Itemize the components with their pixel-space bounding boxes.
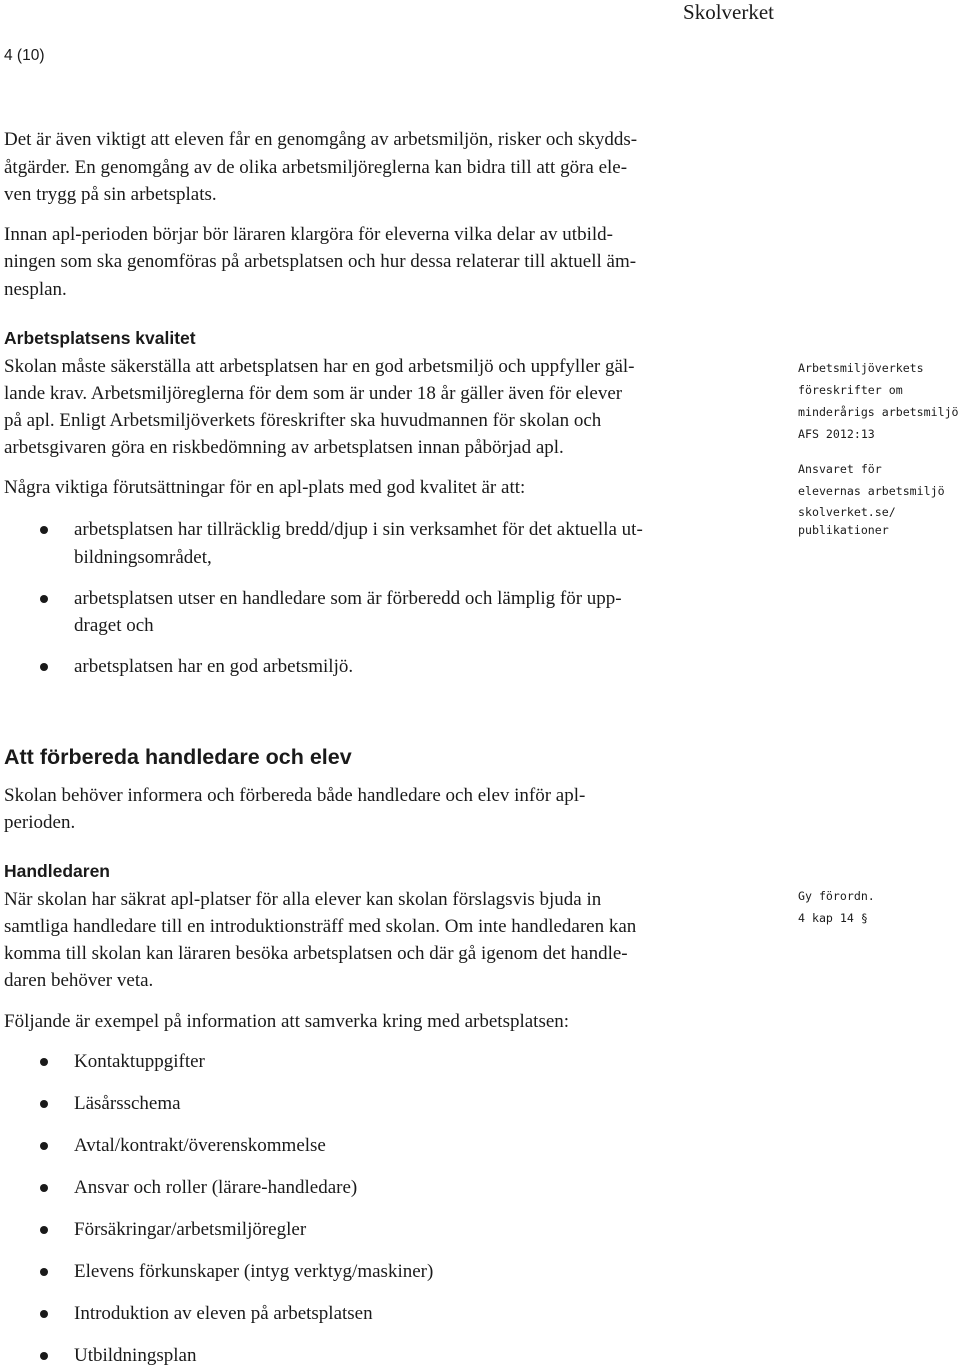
sidenote-line: Arbetsmiljöverkets <box>798 361 924 375</box>
body-text-line: åtgärder. En genomgång av de olika arbetsmiljöreglerna kan bidra till att göra ele- <box>4 157 628 178</box>
list-item: Läsårsschema <box>74 1093 181 1114</box>
body-text-line: Några viktiga förutsättningar för en apl-plats med god kvalitet är att: <box>4 477 526 498</box>
body-text-line: komma till skolan kan läraren besöka arbetsplatsen och där gå igenom det handle- <box>4 943 628 964</box>
bullet-icon <box>40 1058 48 1066</box>
page-number: 4 (10) <box>4 47 45 64</box>
body-text-line: lande krav. Arbetsmiljöreglerna för dem som är under 18 år gäller även för elever <box>4 383 623 404</box>
list-item: Avtal/kontrakt/överenskommelse <box>74 1135 326 1156</box>
body-text-line: Det är även viktigt att eleven får en genomgång av arbetsmiljön, risker och skydds- <box>4 129 638 150</box>
body-text-line: arbetsgivaren göra en riskbedömning av arbetsplatsen innan påbörjad apl. <box>4 437 564 458</box>
body-text-line: perioden. <box>4 812 76 833</box>
list-item: Kontaktuppgifter <box>74 1051 205 1072</box>
list-item: Introduktion av eleven på arbetsplatsen <box>74 1303 373 1324</box>
sidenote-line: AFS 2012:13 <box>798 427 875 441</box>
body-text-line: på apl. Enligt Arbetsmiljöverkets föreskrifter ska huvudmannen för skolan och <box>4 410 602 431</box>
section-heading-supervisor: Handledaren <box>4 861 110 881</box>
list-item: arbetsplatsen har tillräcklig bredd/djup i sin verksamhet för det aktuella ut- <box>74 519 643 540</box>
sidenote-line: Ansvaret för <box>798 462 882 476</box>
sidenote-link[interactable]: publikationer <box>798 523 889 537</box>
body-text-line: nesplan. <box>4 279 67 300</box>
list-item: arbetsplatsen utser en handledare som är förberedd och lämplig för upp- <box>74 588 622 609</box>
sidenote-link[interactable]: skolverket.se/ <box>798 505 896 519</box>
bullet-icon <box>40 1268 48 1276</box>
sidenote-line: minderårigs arbetsmiljö <box>798 405 959 419</box>
body-text-line: Innan apl-perioden börjar bör läraren klargöra för eleverna vilka delar av utbild- <box>4 224 613 245</box>
list-item: Försäkringar/arbetsmiljöregler <box>74 1219 307 1240</box>
body-text-line: ningen som ska genomföras på arbetsplatsen och hur dessa relaterar till aktuell äm- <box>4 251 637 272</box>
sidenote-line: 4 kap 14 § <box>798 911 868 925</box>
list-item-continuation: draget och <box>74 615 154 636</box>
body-text-line: Skolan måste säkerställa att arbetsplatsen har en god arbetsmiljö och uppfyller gäl- <box>4 356 635 377</box>
list-item-continuation: bildningsområdet, <box>74 547 212 568</box>
list-item: Elevens förkunskaper (intyg verktyg/maskiner) <box>74 1261 434 1282</box>
bullet-icon <box>40 1310 48 1318</box>
body-text-line: daren behöver veta. <box>4 970 154 991</box>
bullet-icon <box>40 1352 48 1360</box>
bullet-icon <box>40 1184 48 1192</box>
bullet-icon <box>40 1226 48 1234</box>
header-brand: Skolverket <box>683 0 774 24</box>
section-heading-quality: Arbetsplatsens kvalitet <box>4 328 196 348</box>
body-text-line: samtliga handledare till en introduktionsträff med skolan. Om inte handledaren kan <box>4 916 637 937</box>
bullet-icon <box>40 1100 48 1108</box>
sidenote-line: föreskrifter om <box>798 383 903 397</box>
body-text-line: ven trygg på sin arbetsplats. <box>4 184 217 205</box>
bullet-icon <box>40 663 48 671</box>
bullet-icon <box>40 595 48 603</box>
list-item: Ansvar och roller (lärare-handledare) <box>74 1177 358 1198</box>
list-item: arbetsplatsen har en god arbetsmiljö. <box>74 656 354 677</box>
bullet-icon <box>40 526 48 534</box>
body-text-line: Följande är exempel på information att samverka kring med arbetsplatsen: <box>4 1011 570 1032</box>
bullet-icon <box>40 1142 48 1150</box>
sidenote-line: Gy förordn. <box>798 889 875 903</box>
body-text-line: När skolan har säkrat apl-platser för alla elever kan skolan förslagsvis bjuda in <box>4 889 602 910</box>
sidenote-line: elevernas arbetsmiljö <box>798 484 945 498</box>
list-item: Utbildningsplan <box>74 1345 197 1366</box>
section-heading-prepare: Att förbereda handledare och elev <box>4 745 352 769</box>
body-text-line: Skolan behöver informera och förbereda både handledare och elev inför apl- <box>4 785 586 806</box>
